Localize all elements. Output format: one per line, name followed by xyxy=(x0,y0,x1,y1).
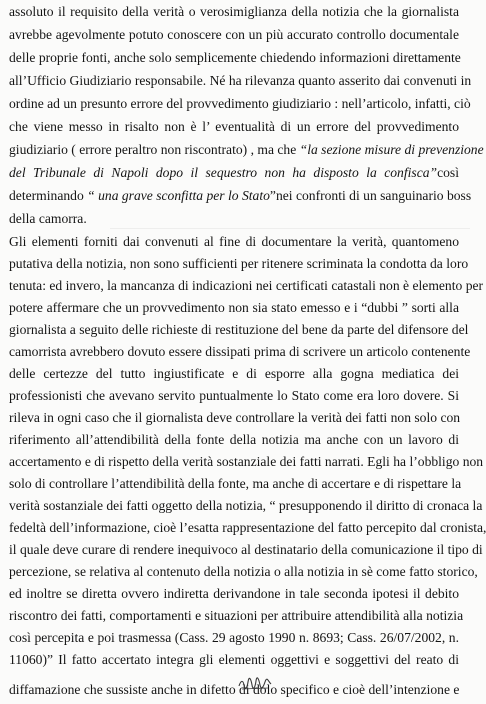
text-line: che viene messo in risalto non è l’ eventualità di un errore del provvedimento xyxy=(9,119,459,134)
text-run: così xyxy=(437,165,459,180)
text-line: tenuta: ed invero, la mancanza di indicazioni nei certificati catastali non è elemento per xyxy=(9,278,484,293)
text-line xyxy=(9,140,484,160)
text-line: potere affermare che un provvedimento non sia stato emesso e i “dubbi ” sorti alla xyxy=(9,300,459,315)
text-line: verità sostanziale dei fatti oggetto della notizia, “ presupponendo il diritto di cronaca la xyxy=(9,498,483,513)
text-line xyxy=(9,163,459,183)
text-line: il quale deve curare di rendere inequivoco al destinatario della comunicazione il tipo di xyxy=(9,542,483,557)
text-line: professionisti che avevano servito puntualmente lo Stato come era loro dovere. Si xyxy=(9,388,459,403)
text-line: delle proprie fonti, anche solo semplicemente chiedendo informazioni direttamente xyxy=(9,50,461,65)
text-line: 11060)” Il fatto accertato integra gli elementi oggettivi e soggettivi del reato di xyxy=(9,652,459,667)
text-line: fedeltà dell’informazione, cioè l’esatta rappresentazione del fatto percepito dal cronista, xyxy=(9,520,486,535)
text-line: all’Ufficio Giudiziario responsabile. Né ha rilevanza quanto asserito dai convenuti in xyxy=(9,73,472,88)
text-line: ed inoltre se diretta ovvero indiretta derivandone in tale seconda ipotesi il debito xyxy=(9,586,459,601)
text-line: così percepita e poi trasmessa (Cass. 29 agosto 1990 n. 8693; Cass. 26/07/2002, n. xyxy=(9,630,459,645)
text-line: solo di controllare l’attendibilità della fonte, ma anche di accertare e di rispettare la xyxy=(9,476,462,491)
text-line: camorrista avrebbero dovuto essere dissipati prima di scrivere un articolo contenente xyxy=(9,344,471,359)
italic-quote: “ una grave sconfitta per lo Stato xyxy=(87,188,270,203)
text-run: giudiziario ( errore peraltro non riscontrato) , ma che xyxy=(9,142,300,157)
text-line: riferimento all’attendibilità della fonte della notizia ma anche con un lavoro di xyxy=(9,432,459,447)
italic-quote: “la sezione misure di prevenzione xyxy=(299,142,484,157)
text-run: determinando xyxy=(9,188,88,203)
text-line: putativa della notizia, non sono sufficienti per ritenere scriminata la condotta da loro xyxy=(9,256,469,271)
text-line: accertamento e di rispetto della verità sostanziale dei fatti narrati. Egli ha l’obbligo non xyxy=(9,454,484,469)
text-line: giornalista a seguito delle richieste di restituzione del bene da parte del difensore del xyxy=(9,322,469,337)
text-line: riscontro dei fatti, comportamenti e situazioni per attribuire attendibilità alla notizia xyxy=(9,608,464,623)
text-line xyxy=(9,186,472,206)
text-line: delle certezze del tutto ingiustificate e di esporre alla gogna mediatica dei xyxy=(9,366,459,381)
handwritten-annotation xyxy=(238,676,272,690)
italic-quote: del Tribunale di Napoli dopo il sequestro non ha disposto la confisca” xyxy=(9,165,438,180)
text-line: Gli elementi forniti dai convenuti al fine di documentare la verità, quantomeno xyxy=(9,234,459,249)
text-line: rileva in ogni caso che il giornalista deve controllare la verità dei fatti non solo con xyxy=(9,410,461,425)
text-line: diffamazione che sussiste anche in difetto di dolo specifico e cioè dell’intenzione e xyxy=(9,682,460,697)
text-line: ordine ad un presunto errore del provvedimento giudiziario : nell’articolo, infatti, ciò xyxy=(9,96,471,111)
text-line: avrebbe agevolmente potuto conoscere con un più accurato controllo documentale xyxy=(9,27,459,42)
text-line: assoluto il requisito della verità o verosimiglianza della notizia che la giornalista xyxy=(9,4,459,19)
text-run: ”nei confronti di un sanguinario boss xyxy=(269,188,472,203)
text-line: percezione, se relativa al contenuto della notizia o alla notizia in sè come fatto storico, xyxy=(9,564,478,579)
text-line: della camorra. xyxy=(9,211,87,226)
